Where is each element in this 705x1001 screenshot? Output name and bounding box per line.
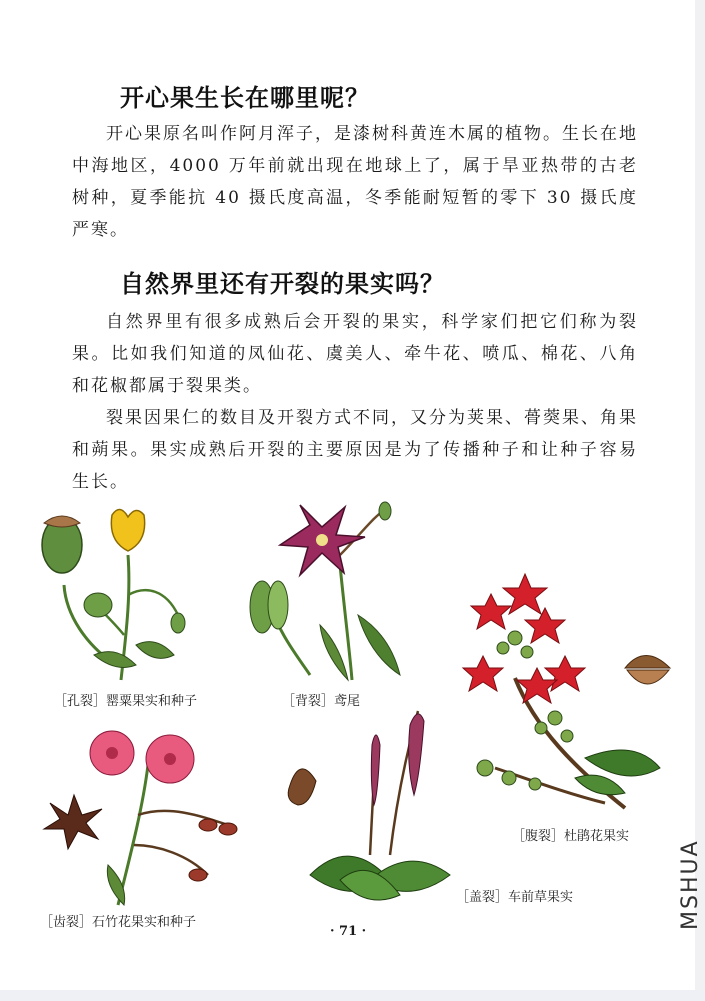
section-heading-dehiscent-fruit: 自然界里还有开裂的果实吗？: [120, 270, 445, 298]
page-number: · 71 ·: [330, 924, 367, 939]
caption-rhododendron: ［腹裂］杜鹃花果实: [512, 829, 630, 844]
caption-plantain: ［盖裂］车前草果实: [456, 890, 574, 905]
section-heading-pistachio: 开心果生长在哪里呢？: [120, 84, 370, 112]
dianthus-plant-icon: [38, 725, 248, 910]
paragraph-dehiscent-types: 裂果因果仁的数目及开裂方式不同，又分为荚果、蓇葖果、角果和蒴果。果实成熟后开裂的主要原因是为了传播种子和让种子容易生长。: [72, 408, 638, 492]
page-edge-bottom: [0, 990, 705, 1001]
plantain-plant-icon: [270, 705, 460, 915]
paragraph-dehiscent-intro: 自然界里有很多成熟后会开裂的果实，科学家们把它们称为裂果。比如我们知道的凤仙花、虞美人、牵牛花、喷瓜、棉花、八角和花椒都属于裂果类。: [72, 312, 638, 396]
paragraph-pistachio: 开心果原名叫作阿月浑子，是漆树科黄连木属的植物。生长在地中海地区，4000 万年前就出现在地球上了，属于旱亚热带的古老树种，夏季能抗 40 摄氏度高温，冬季能耐短暂的零下 30 摄氏度严寒。: [72, 124, 638, 240]
rhododendron-plant-icon: [455, 568, 685, 823]
poppy-plant-icon: [36, 505, 196, 685]
iris-plant-icon: [240, 495, 410, 685]
caption-dianthus: ［齿裂］石竹花果实和种子: [40, 915, 197, 930]
caption-poppy: ［孔裂］罂粟果实和种子: [54, 694, 198, 709]
caption-iris: ［背裂］鸢尾: [282, 694, 361, 709]
watermark: MSHUA: [678, 839, 703, 930]
